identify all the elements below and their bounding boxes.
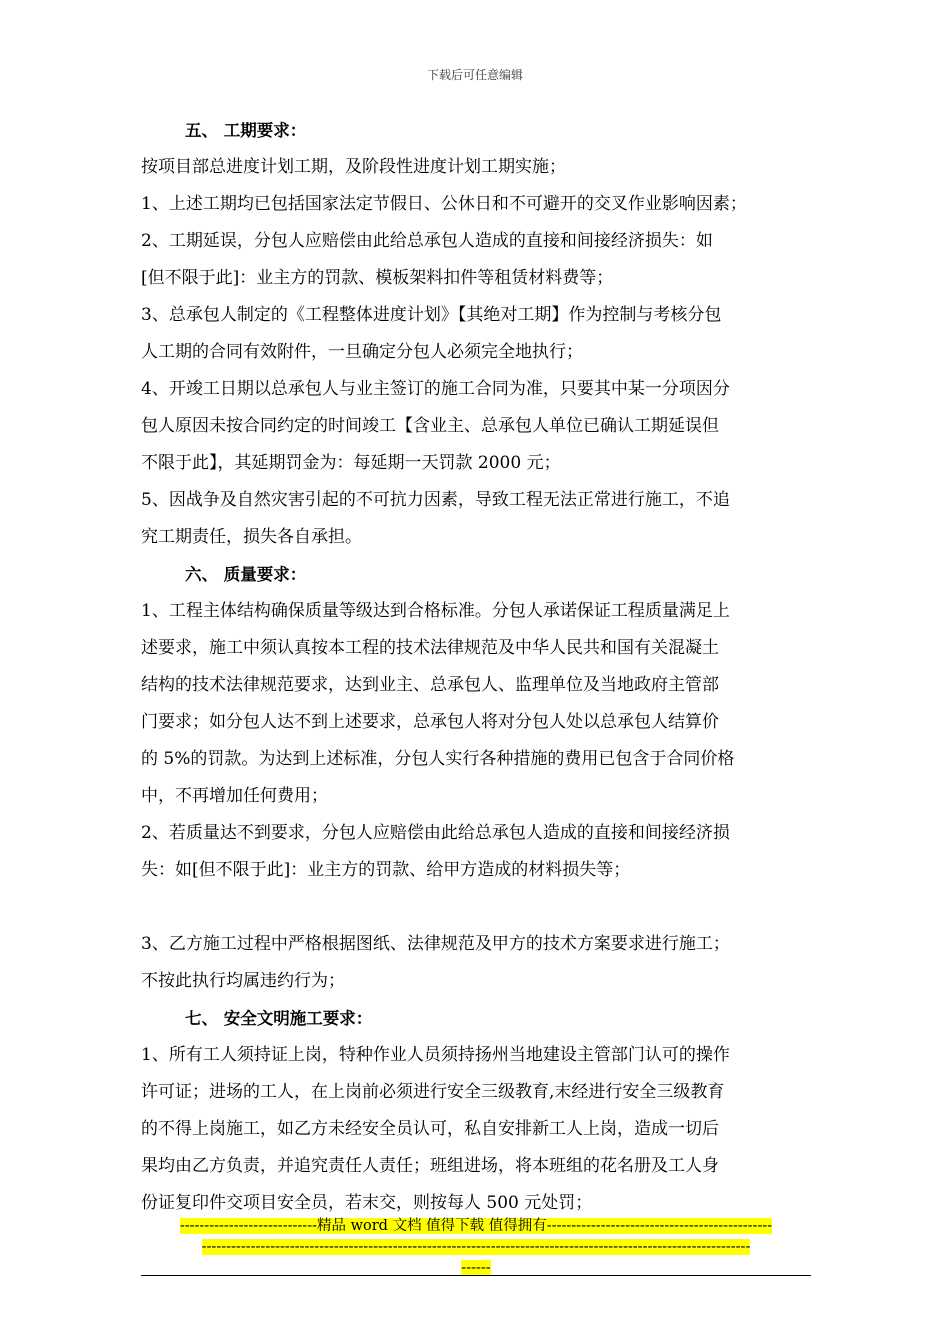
paragraph-line: 1、所有工人须持证上岗，特种作业人员须持扬州当地建设主管部门认可的操作 xyxy=(141,1045,730,1065)
footer-rule xyxy=(141,1275,811,1276)
paragraph-line: 中，不再增加任何费用； xyxy=(141,786,328,806)
paragraph-line: 包人原因未按合同约定的时间竣工【含业主、总承包人单位已确认工期延误但 xyxy=(141,416,719,436)
paragraph-line: 份证复印件交项目安全员，若末交，则按每人 500 元处罚； xyxy=(141,1193,593,1213)
section-6-heading: 六、 质量要求： xyxy=(185,565,307,584)
paragraph-line: 果均由乙方负责，并追究责任人责任；班组进场，将本班组的花名册及工人身 xyxy=(141,1156,719,1176)
footer-banner xyxy=(141,1216,811,1279)
paragraph-line: 结构的技术法律规范要求，达到业主、总承包人、监理单位及当地政府主管部 xyxy=(141,675,719,695)
paragraph-line: 许可证；进场的工人，在上岗前必须进行安全三级教育,末经进行安全三级教育 xyxy=(141,1082,725,1102)
paragraph-line: 的不得上岗施工，如乙方未经安全员认可，私自安排新工人上岗，造成一切后 xyxy=(141,1119,719,1139)
section-5-heading: 五、 工期要求： xyxy=(185,121,307,140)
paragraph-line: 按项目部总进度计划工期，及阶段性进度计划工期实施； xyxy=(141,157,566,177)
paragraph-line: 失：如[但不限于此]：业主方的罚款、给甲方造成的材料损失等； xyxy=(141,860,631,880)
paragraph-line: 1、上述工期均已包括国家法定节假日、公休日和不可避开的交叉作业影响因素； xyxy=(141,194,747,214)
paragraph-line: 不按此执行均属违约行为； xyxy=(141,971,345,991)
paragraph-line: 5、因战争及自然灾害引起的不可抗力因素，导致工程无法正常进行施工，不追 xyxy=(141,490,730,510)
paragraph-line: 2、若质量达不到要求，分包人应赔偿由此给总承包人造成的直接和间接经济损 xyxy=(141,823,730,843)
paragraph-line: 3、乙方施工过程中严格根据图纸、法律规范及甲方的技术方案要求进行施工； xyxy=(141,934,730,954)
paragraph-line: 不限于此】，其延期罚金为：每延期一天罚款 2000 元； xyxy=(141,453,561,473)
paragraph-line: 3、总承包人制定的《工程整体进度计划》【其绝对工期】作为控制与考核分包 xyxy=(141,305,722,325)
paragraph-line: 究工期责任，损失各自承担。 xyxy=(141,527,362,547)
blank-line xyxy=(141,889,811,926)
paragraph-line: 人工期的合同有效附件，一旦确定分包人必须完全地执行； xyxy=(141,342,583,362)
paragraph-line: 1、工程主体结构确保质量等级达到合格标准。分包人承诺保证工程质量满足上 xyxy=(141,601,730,621)
footer-banner-line: ----------------------------精品 word 文档 值得下载 值得拥有---------------------------------------------- xyxy=(179,1218,773,1234)
paragraph-line: 4、开竣工日期以总承包人与业主签订的施工合同为准，只要其中某一分项因分 xyxy=(141,379,730,399)
section-7-heading: 七、 安全文明施工要求： xyxy=(185,1009,373,1028)
paragraph-line: 门要求；如分包人达不到上述要求，总承包人将对分包人处以总承包人结算价 xyxy=(141,712,719,732)
paragraph-line: 2、工期延误，分包人应赔偿由此给总承包人造成的直接和间接经济损失：如 xyxy=(141,231,713,251)
paragraph-line: 述要求，施工中须认真按本工程的技术法律规范及中华人民共和国有关混凝土 xyxy=(141,638,719,658)
document-body xyxy=(141,112,811,1222)
header-note: 下载后可任意编辑 xyxy=(426,68,523,82)
footer-banner-line: ------ xyxy=(461,1260,491,1276)
footer-banner-line: ---------------------------------------------------------------------------------------------------------------- xyxy=(201,1239,751,1255)
paragraph-line: 的 5%的罚款。为达到上述标准，分包人实行各种措施的费用已包含于合同价格 xyxy=(141,749,735,769)
paragraph-line: [但不限于此]：业主方的罚款、模板架料扣件等租赁材料费等； xyxy=(141,268,614,288)
